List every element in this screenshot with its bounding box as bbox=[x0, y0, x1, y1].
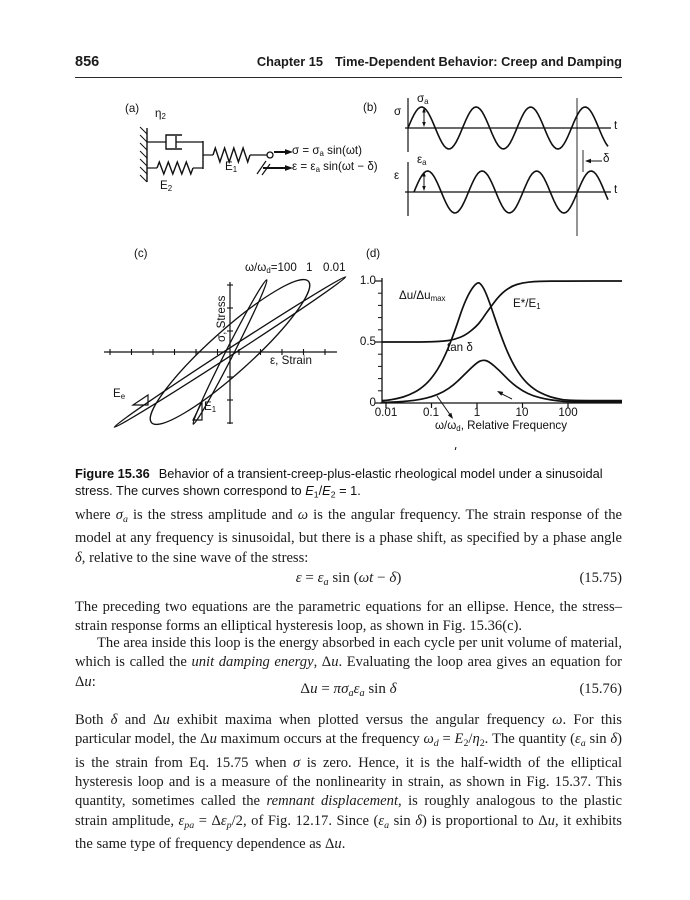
panel-c-label: (c) bbox=[134, 247, 148, 260]
equation-15-76-body: $\Delta u = \pi\sigma_a\varepsilon_a$ sin δ bbox=[300, 681, 397, 699]
strain-equation-label: $\varepsilon = \varepsilon_a$ sin(ωt − δ) bbox=[292, 160, 378, 175]
sigma-amplitude-label: $\sigma_a$ bbox=[417, 92, 429, 107]
ee-modulus-label: $E_e$ bbox=[113, 387, 126, 402]
panel-b-label: (b) bbox=[363, 101, 378, 114]
equation-15-75 bbox=[75, 570, 622, 588]
equation-15-76 bbox=[75, 681, 622, 699]
chapter-title: Time-Dependent Behavior: Creep and Damping bbox=[334, 54, 622, 69]
paragraph-stress-amplitude: where $\sigma_a$ is the stress amplitude and ω is the angular frequency. The strain response of the model at any frequency is sinusoidal, but there is a phase shift, as specified by a phase angle δ, relative to the sine wave of the stress: bbox=[75, 507, 622, 566]
xtick-label-001: 0.01 bbox=[374, 406, 398, 419]
du-curve-label: $\Delta u/\Delta u_{max}$ bbox=[399, 289, 446, 304]
panel-d-label: (d) bbox=[366, 247, 381, 260]
e1-modulus-label: $E_1$ bbox=[204, 400, 217, 415]
paragraph-unit-damping-energy: The area inside this loop is the energy absorbed in each cycle per unit volume of material, which is called the unit damping energy, Δu. Evaluating the loop area gives an equation for Δu: bbox=[75, 635, 622, 690]
figure-caption: Figure 15.36 Behavior of a transient-creep-plus-elastic rheological model under a sinusoidal stress. The curves shown correspond to $E_1/E_2 = 1$. bbox=[75, 465, 603, 500]
sigma-axis-label: σ bbox=[394, 105, 402, 118]
freq-ratio-1-label: 1 bbox=[306, 261, 313, 274]
ytick-label-0: 0 bbox=[369, 396, 376, 409]
e2-spring-label: $E_2$ bbox=[160, 179, 173, 194]
paragraph-parametric-ellipse: The preceding two equations are the parametric equations for an ellipse. Hence, the stress–strain response forms an elliptical hysteresis loop, as shown in Fig. 15.36(c). bbox=[75, 599, 622, 635]
stress-axis-title: σ, Stress bbox=[215, 295, 228, 342]
ytick-label-1: 1.0 bbox=[359, 274, 376, 287]
xtick-label-10: 10 bbox=[515, 406, 529, 419]
panel-a-label: (a) bbox=[125, 102, 140, 115]
time-axis-label-stress: t bbox=[614, 119, 618, 132]
tan-delta-curve-label: tan δ bbox=[447, 341, 473, 354]
epsilon-axis-label: ε bbox=[394, 169, 400, 182]
page-number: 856 bbox=[75, 54, 100, 70]
chapter-label: Chapter 15 bbox=[256, 54, 323, 69]
figure-15-36 bbox=[0, 90, 690, 450]
eta2-label: $\eta_2$ bbox=[155, 107, 166, 122]
frequency-axis-title: $\omega/\omega_d$, Relative Frequency bbox=[434, 419, 568, 434]
page-header bbox=[75, 54, 622, 78]
paragraph-maxima-discussion: Both δ and Δu exhibit maxima when plotted versus the angular frequency ω. For this particular model, the Δu maximum occurs at the frequency $\omega_d = E_2/\eta_2$. The quantity ($\varepsilon_a$ sin δ) is the strain from Eq. 15.75 when σ is zero. Hence, it is the half-width of the elliptical hysteresis loop and is a measure of the nonlinearity in strain, as shown in Fig. 15.37. This quantity, sometimes called the remnant displacement, is roughly analogous to the plastic strain amplitude, $\varepsilon_{pa} = \Delta\varepsilon_p/2$, of Fig. 12.17. Since ($\varepsilon_a$ sin δ) is proportional to Δu, it exhibits the same type of frequency dependence as Δu. bbox=[75, 712, 622, 852]
e1-spring-label: $E_1$ bbox=[225, 160, 238, 175]
time-axis-label-strain: t bbox=[614, 183, 618, 196]
equation-15-75-number: (15.75) bbox=[579, 570, 622, 586]
phase-angle-label: δ bbox=[603, 152, 610, 165]
stress-equation-label: $\sigma = \sigma_a$ sin(ωt) bbox=[292, 144, 362, 159]
epsilon-amplitude-label: $\varepsilon_a$ bbox=[417, 153, 427, 168]
estar-curve-label: $E*/E_1$ bbox=[513, 297, 541, 312]
freq-ratio-100-label: $\omega/\omega_d=100$ bbox=[245, 261, 297, 276]
xtick-label-1: 1 bbox=[473, 406, 481, 419]
xtick-label-01: 0.1 bbox=[422, 406, 440, 419]
strain-axis-title: ε, Strain bbox=[270, 354, 312, 367]
equation-15-76-number: (15.76) bbox=[579, 681, 622, 697]
ytick-label-05: 0.5 bbox=[359, 335, 376, 348]
chapter-heading bbox=[257, 54, 622, 69]
equation-15-75-body: $\varepsilon = \varepsilon_a$ sin (ωt − δ) bbox=[295, 570, 402, 588]
xtick-label-100: 100 bbox=[558, 406, 578, 419]
freq-ratio-001-label: 0.01 bbox=[323, 261, 346, 274]
